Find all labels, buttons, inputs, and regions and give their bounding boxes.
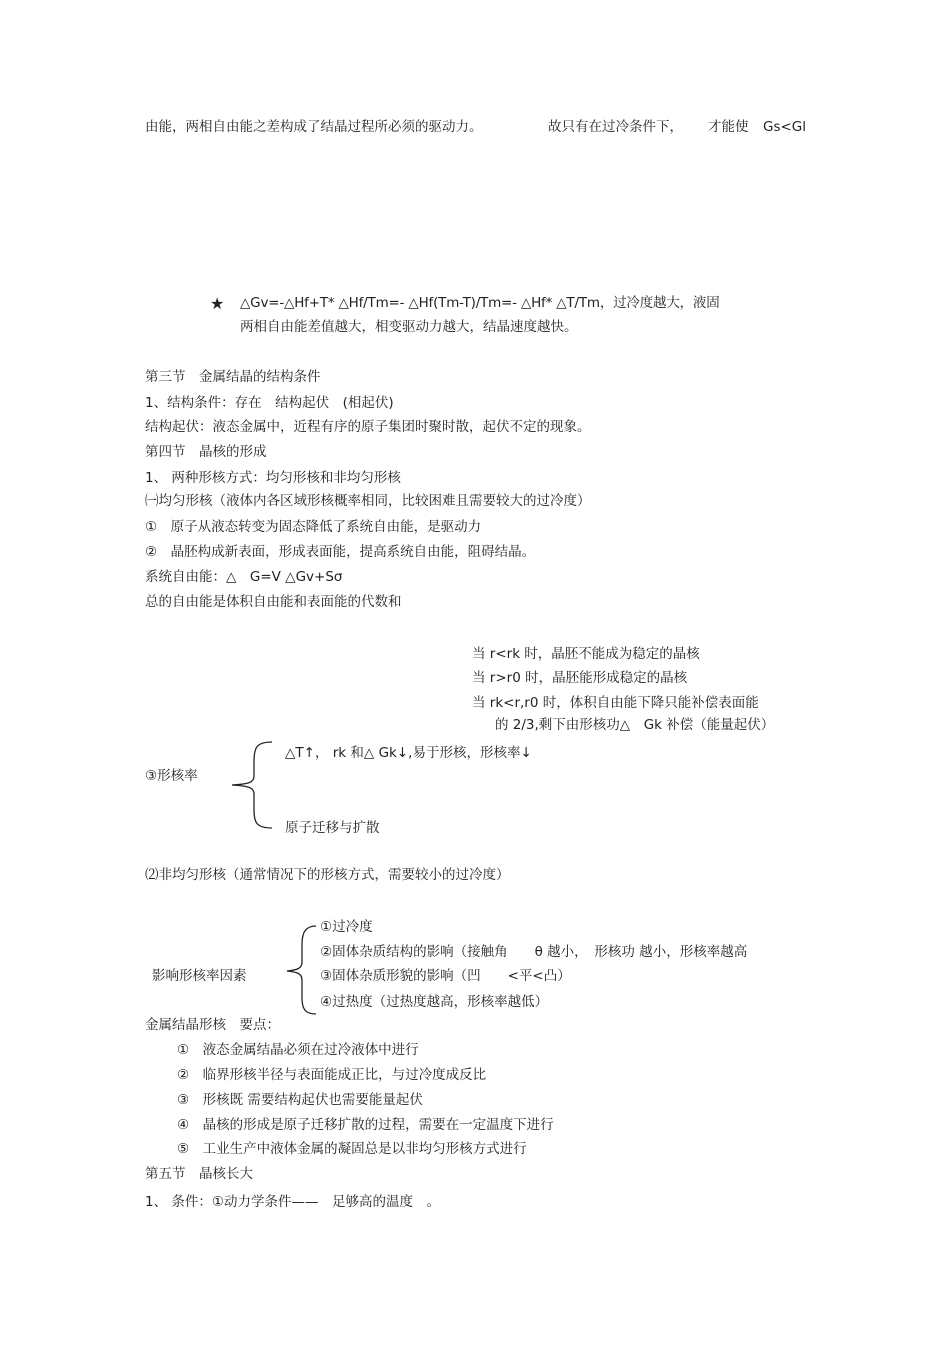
section-4-item-1: 1、 两种形核方式：均匀形核和非均匀形核	[145, 470, 401, 486]
section-3-item-1: 1、结构条件：存在 结构起伏 (相起伏)	[145, 395, 394, 411]
brace-factors	[284, 924, 320, 1016]
intro-text-a: 由能，两相自由能之差构成了结晶过程所必须的驱动力。	[145, 119, 483, 135]
factor-1: ①过冷度	[320, 919, 373, 935]
heterogeneous-nucleation: ⑵非均匀形核（通常情况下的形核方式，需要较小的过冷度）	[145, 867, 510, 883]
brace-rate	[228, 740, 278, 830]
keypoint-5: ⑤ 工业生产中液体金属的凝固总是以非均匀形核方式进行	[177, 1141, 527, 1157]
factors-label: 影响形核率因素	[152, 968, 247, 984]
homogeneous-nucleation: ㈠均匀形核（液体内各区域形核概率相同，比较困难且需要较大的过冷度）	[145, 493, 591, 509]
section-5-heading: 第五节 晶核长大	[145, 1166, 253, 1182]
radius-case-3: 当 rk<r,r0 时，体积自由能下降只能补偿表面能	[472, 695, 759, 711]
keypoint-4: ④ 晶核的形成是原子迁移扩散的过程，需要在一定温度下进行	[177, 1117, 554, 1133]
homog-point-1: ① 原子从液态转变为固态降低了系统自由能，是驱动力	[145, 519, 482, 535]
factor-4: ④过热度（过热度越高，形核率越低）	[320, 994, 549, 1010]
homog-point-2: ② 晶胚构成新表面，形成表面能，提高系统自由能，阻碍结晶。	[145, 544, 536, 560]
keypoint-2: ② 临界形核半径与表面能成正比，与过冷度成反比	[177, 1067, 487, 1083]
intro-text-c: 才能使	[708, 119, 749, 135]
nucleation-rate-top: △T↑， rk 和△ Gk↓,易于形核，形核率↓	[285, 745, 532, 761]
intro-text-b: 故只有在过冷条件下，	[548, 119, 683, 135]
total-free-energy: 总的自由能是体积自由能和表面能的代数和	[145, 594, 402, 610]
section-4-heading: 第四节 晶核的形成	[145, 444, 267, 460]
formula-line-2: 两相自由能差值越大，相变驱动力越大，结晶速度越快。	[240, 319, 578, 335]
radius-case-2: 当 r>r0 时，晶胚能形成稳定的晶核	[472, 670, 688, 686]
star-icon: ★	[210, 294, 225, 313]
system-free-energy: 系统自由能：△ G=V △Gv+Sσ	[145, 569, 343, 585]
keypoint-3: ③ 形核既 需要结构起伏也需要能量起伏	[177, 1092, 423, 1108]
nucleation-rate-bottom: 原子迁移与扩散	[285, 820, 380, 836]
keypoint-1: ① 液态金属结晶必须在过冷液体中进行	[177, 1042, 419, 1058]
radius-case-3-cont: 的 2/3,剩下由形核功△ Gk 补偿（能量起伏）	[495, 717, 775, 733]
section-3-heading: 第三节 金属结晶的结构条件	[145, 369, 321, 385]
radius-case-1: 当 r<rk 时，晶胚不能成为稳定的晶核	[472, 646, 700, 662]
section-5-item-1: 1、 条件：①动力学条件—— 足够高的温度 。	[145, 1194, 440, 1210]
nucleation-rate-label: ③形核率	[145, 768, 198, 784]
factor-2: ②固体杂质结构的影响（接触角 θ 越小， 形核功 越小，形核率越高	[320, 944, 748, 960]
intro-text-d: Gs<Gl	[763, 119, 807, 135]
formula-line-1: △Gv=-△Hf+T* △Hf/Tm=- △Hf(Tm-T)/Tm=- △Hf* △T/Tm，过冷度越大，液固	[240, 295, 720, 311]
section-3-definition: 结构起伏：液态金属中，近程有序的原子集团时聚时散，起伏不定的现象。	[145, 419, 591, 435]
keypoints-title: 金属结晶形核 要点：	[145, 1017, 280, 1033]
factor-3: ③固体杂质形貌的影响（凹 <平<凸）	[320, 968, 571, 984]
